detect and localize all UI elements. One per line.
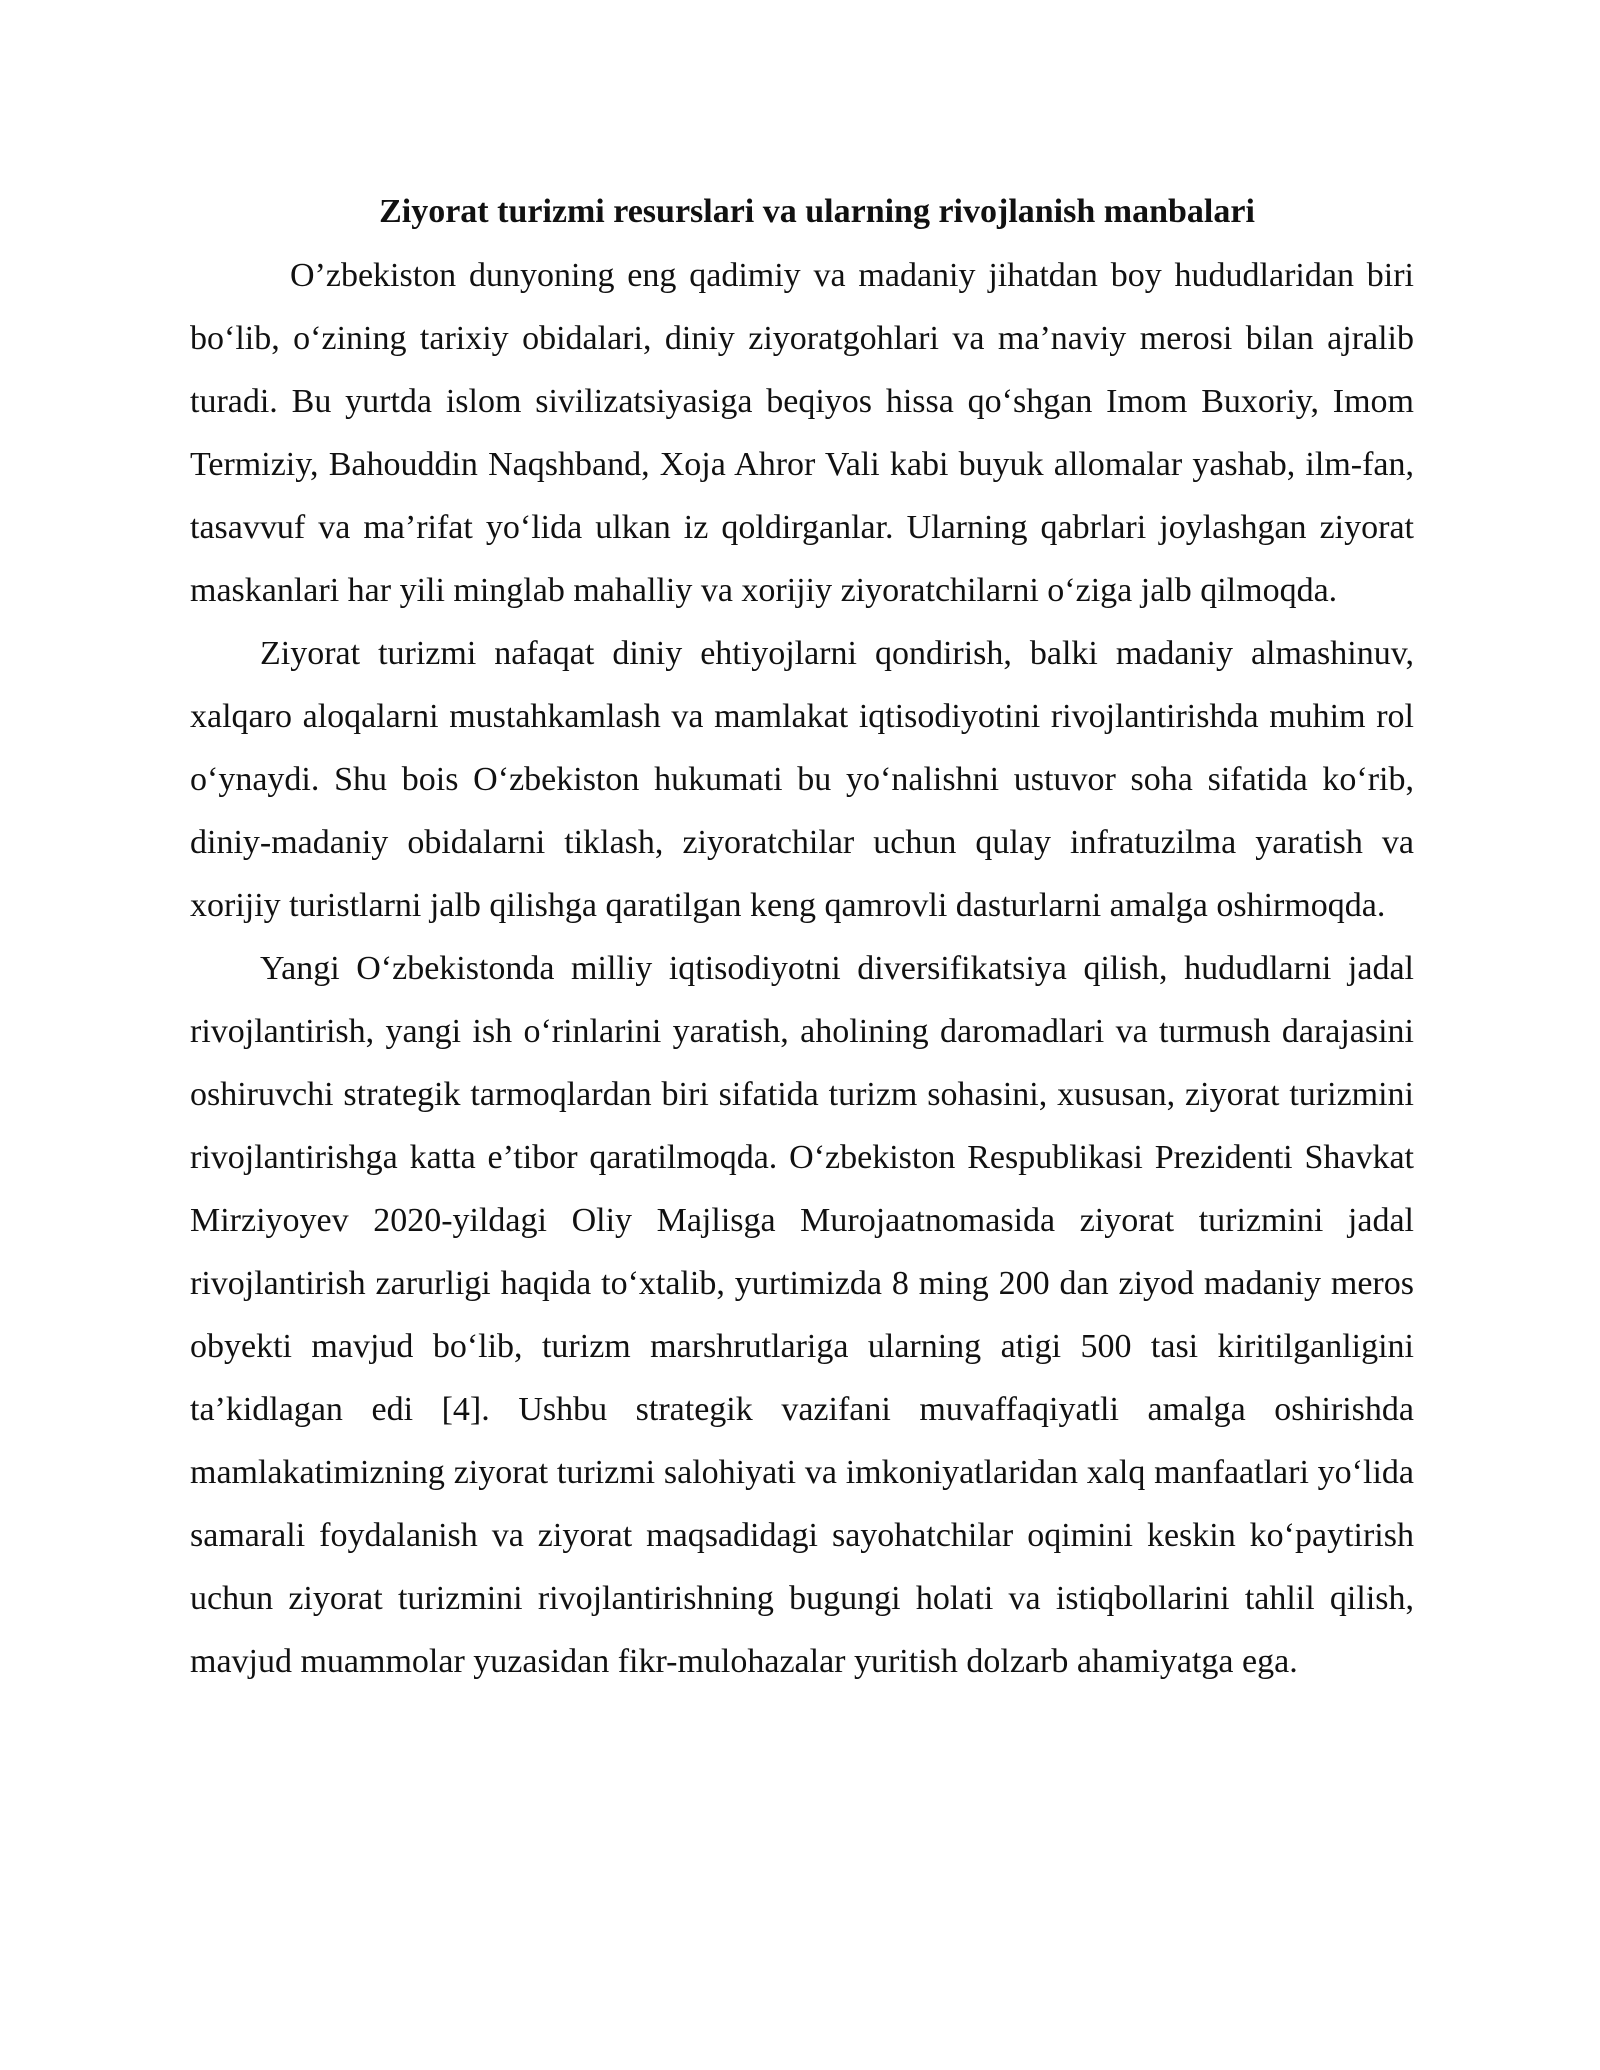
paragraph-2: Ziyorat turizmi nafaqat diniy ehtiyojlarni qondirish, balki madaniy almashinuv, xalqaro aloqalarni mustahkamlash va mamlakat iqtisodiyotini rivojlantirishda muhim rol o‘ynaydi. Shu bois O‘zbekiston hukumati bu yo‘nalishni ustuvor soha sifatida ko‘rib, diniy-madaniy obidalarni tiklash, ziyoratchilar uchun qulay infratuzilma yaratish va xorijiy turistlarni jalb qilishga qaratilgan keng qamrovli dasturlarni amalga oshirmoqda. [190, 635, 1414, 924]
document-body [190, 190, 1414, 1693]
paragraph-3: Yangi O‘zbekistonda milliy iqtisodiyotni diversifikatsiya qilish, hududlarni jadal rivojlantirish, yangi ish o‘rinlarini yaratish, aholining daromadlari va turmush darajasini oshiruvchi strategik tarmoqlardan biri sifatida turizm sohasini, xususan, ziyorat turizmini rivojlantirishga katta e’tibor qaratilmoqda. O‘zbekiston Respublikasi Prezidenti Shavkat Mirziyoyev 2020-yildagi Oliy Majlisga Murojaatnomasida ziyorat turizmini jadal rivojlantirish zarurligi haqida to‘xtalib, yurtimizda 8 ming 200 dan ziyod madaniy meros obyekti mavjud bo‘lib, turizm marshrutlariga ularning atigi 500 tasi kiritilganligini ta’kidlagan edi [4]. Ushbu strategik vazifani muvaffaqiyatli amalga oshirishda mamlakatimizning ziyorat turizmi salohiyati va imkoniyatlaridan xalq manfaatlari yo‘lida samarali foydalanish va ziyorat maqsadidagi sayohatchilar oqimini keskin ko‘paytirish uchun ziyorat turizmini rivojlantirishning bugungi holati va istiqbollarini tahlil qilish, mavjud muammolar yuzasidan fikr-mulohazalar yuritish dolzarb ahamiyatga ega. [190, 950, 1414, 1680]
document-title: Ziyorat turizmi resurslari va ularning rivojlanish manbalari [379, 193, 1255, 230]
paragraph-1: O’zbekiston dunyoning eng qadimiy va madaniy jihatdan boy hududlaridan biri bo‘lib, o‘zining tarixiy obidalari, diniy ziyoratgohlari va ma’naviy merosi bilan ajralib turadi. Bu yurtda islom sivilizatsiyasiga beqiyos hissa qo‘shgan Imom Buxoriy, Imom Termiziy, Bahouddin Naqshband, Xoja Ahror Vali kabi buyuk allomalar yashab, ilm-fan, tasavvuf va ma’rifat yo‘lida ulkan iz qoldirganlar. Ularning qabrlari joylashgan ziyorat maskanlari har yili minglab mahalliy va xorijiy ziyoratchilarni o‘ziga jalb qilmoqda. [190, 257, 1414, 609]
